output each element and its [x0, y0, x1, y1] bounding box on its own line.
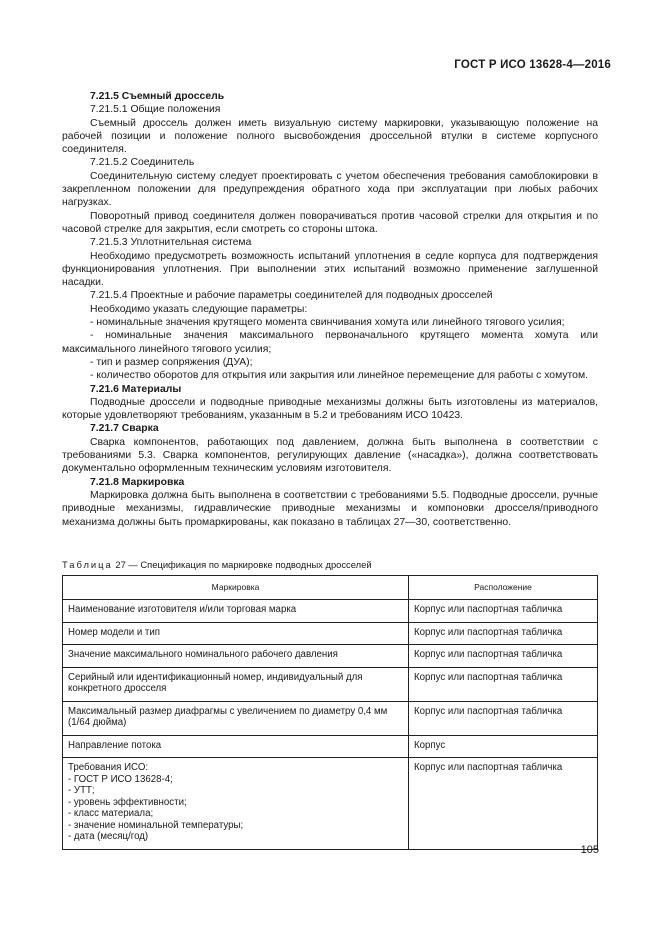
column-header-marking: Маркировка — [63, 576, 409, 600]
cell-marking — [63, 758, 409, 850]
cell-location: Корпус или паспортная табличка — [409, 600, 598, 623]
paragraph: Съемный дроссель должен иметь визуальную систему маркировки, указывающую положение на рабочей позиции и положение полного высвобождения дроссельной втулки в системе корпусного соединителя. — [62, 117, 598, 156]
list-item: - номинальные значения максимального первоначального крутящего момента хомута или максимального линейного тягового усилия; — [62, 330, 598, 355]
cell-location: Корпус или паспортная табличка — [409, 645, 598, 668]
subsection-heading: 7.21.5.2 Соединитель — [90, 157, 195, 169]
cell-marking: Серийный или идентификационный номер, индивидуальный для конкретного дросселя — [63, 667, 409, 701]
marking-line: - класс материала; — [68, 808, 154, 819]
paragraph: Соединительную систему следует проектировать с учетом обеспечения требования самоблокировки в закрепленном положении для предупреждения обратного хода при эксплуатации при любых рабочих нагрузках. — [62, 170, 598, 209]
table-caption-text: 27 — Спецификация по маркировке подводных дросселей — [115, 559, 372, 570]
subsection-heading: 7.21.5.1 Общие положения — [90, 104, 221, 116]
page-number: 105 — [580, 844, 599, 856]
cell-location: Корпус или паспортная табличка — [409, 622, 598, 645]
table-row — [63, 645, 598, 668]
paragraph: Маркировка должна быть выполнена в соответствии с требованиями 5.5. Подводные дроссели, ручные приводные механизмы, гидравлические приводные механизмы и компоновки дросселя/приводного механизма должны быть промаркированы, как показано в таблицах 27—30, соответственно. — [62, 489, 598, 528]
section-heading: 7.21.7 Сварка — [90, 423, 159, 435]
cell-location: Корпус или паспортная табличка — [409, 667, 598, 701]
cell-marking: Наименование изготовителя и/или торговая марка — [63, 600, 409, 623]
marking-line: - дата (месяц/год) — [68, 831, 149, 842]
cell-marking: Значение максимального номинального рабочего давления — [63, 645, 409, 668]
marking-line: - УТТ; — [68, 785, 95, 796]
table-row — [63, 701, 598, 735]
table-row — [63, 600, 598, 623]
paragraph: Сварка компонентов, работающих под давлением, должна быть выполнена в соответствии с требованиями 5.3. Сварка компонентов, регулирующих давление («насадка»), должна соответствовать документально оформленным техническим условиям изготовителя. — [62, 436, 598, 475]
paragraph: Поворотный привод соединителя должен поворачиваться против часовой стрелки для открытия и по часовой стрелке для закрытия, если смотреть со стороны штока. — [62, 210, 598, 235]
table-row — [63, 735, 598, 758]
marking-spec-table — [62, 575, 598, 850]
subsection-heading: 7.21.5.3 Уплотнительная система — [90, 237, 252, 249]
cell-location: Корпус или паспортная табличка — [409, 758, 598, 850]
cell-marking: Направление потока — [63, 735, 409, 758]
marking-line: - уровень эффективности; — [68, 796, 187, 808]
section-heading: 7.21.5 Съемный дроссель — [90, 91, 225, 102]
column-header-location: Расположение — [409, 576, 598, 600]
table-header-row — [63, 576, 598, 600]
section-heading: 7.21.8 Маркировка — [90, 476, 185, 488]
list-item: - тип и размер сопряжения (ДУА); — [90, 356, 253, 368]
table-row — [63, 622, 598, 645]
marking-line: - ГОСТ Р ИСО 13628-4; — [68, 773, 173, 785]
body-text — [62, 90, 598, 529]
cell-location: Корпус или паспортная табличка — [409, 701, 598, 735]
paragraph: Необходимо предусмотреть возможность испытаний уплотнения в седле корпуса для подтверждения функционирования уплотнения. При выполнении этих испытаний возможно применение заглушенной насадки. — [62, 250, 598, 289]
section-heading: 7.21.6 Материалы — [90, 383, 182, 395]
subsection-heading: 7.21.5.4 Проектные и рабочие параметры соединителей для подводных дросселей — [90, 290, 493, 302]
cell-marking: Номер модели и тип — [63, 622, 409, 645]
paragraph: Необходимо указать следующие параметры: — [90, 303, 308, 315]
cell-location: Корпус — [409, 735, 598, 758]
table-row — [63, 758, 598, 850]
list-item: - номинальные значения крутящего момента свинчивания хомута или линейного тягового усилия; — [90, 317, 565, 329]
document-header: ГОСТ Р ИСО 13628-4—2016 — [454, 59, 611, 71]
marking-line: - значение номинальной температуры; — [68, 819, 244, 831]
table-caption — [62, 559, 372, 570]
table-row — [63, 667, 598, 701]
list-item: - количество оборотов для открытия или закрытия или линейное перемещение для работы с хомутом. — [90, 370, 588, 382]
marking-line: Требования ИСО: — [68, 762, 149, 773]
cell-marking: Максимальный размер диафрагмы с увеличением по диаметру 0,4 мм (1/64 дюйма) — [63, 701, 409, 735]
paragraph: Подводные дроссели и подводные приводные механизмы должны быть изготовлены из материалов, которые удовлетворяют требованиям, указанным в 5.2 и требованиям ИСО 10423. — [62, 396, 598, 422]
table-caption-label: Таблица — [62, 559, 113, 570]
